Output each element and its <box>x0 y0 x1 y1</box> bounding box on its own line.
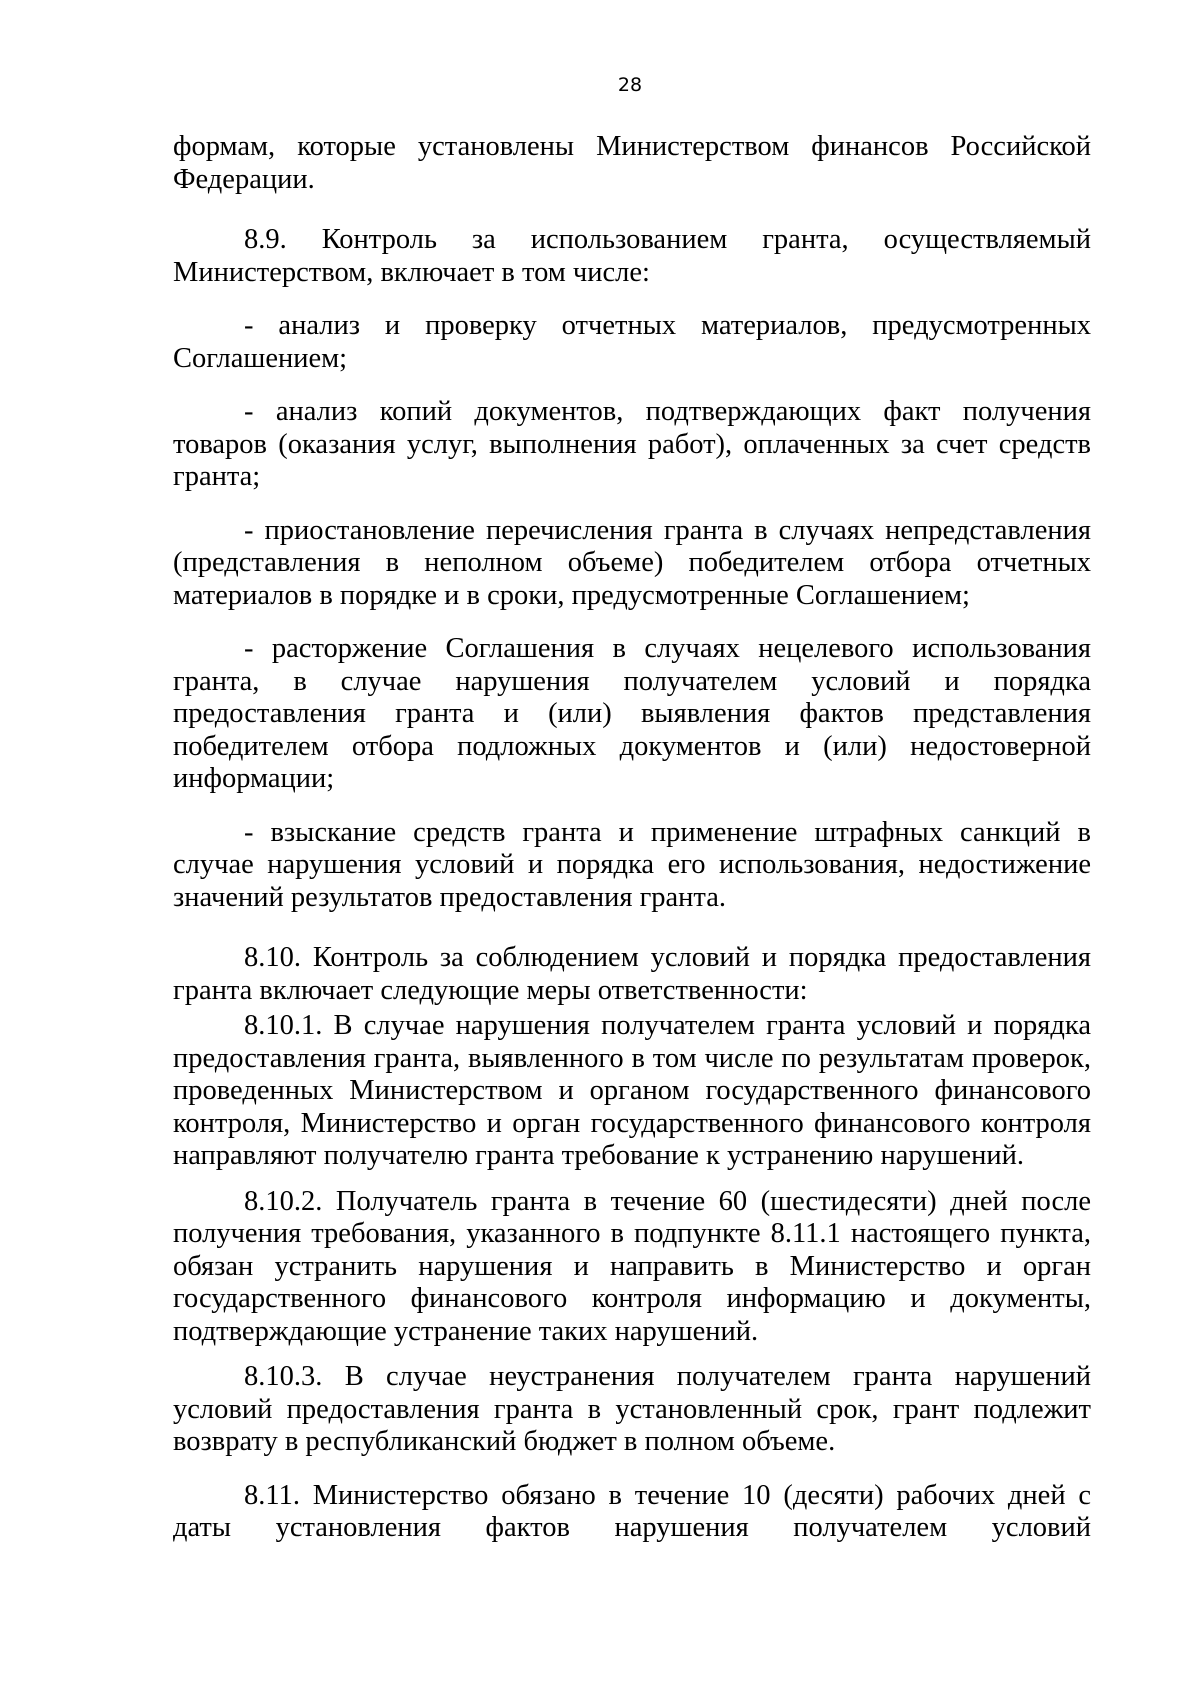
list-item-analysis-reports: - анализ и проверку отчетных материалов, предусмотренных Соглашением; <box>173 310 1091 374</box>
list-item-suspension: - приостановление перечисления гранта в случаях непредставления (представления в неполном объеме) победителем отбора отчетных материалов в порядке и в сроки, предусмотренные Соглашением; <box>173 514 1091 611</box>
paragraph-8-10-1: 8.10.1. В случае нарушения получателем гранта условий и порядка предоставления гранта, выявленного в том числе по результатам проверок, проведенных Министерством и органом государственного финансового контроля, Министерство и орган государственного финансового контроля направляют получателю гранта требование к устранению нарушений. <box>173 1010 1091 1171</box>
list-item-recovery: - взыскание средств гранта и применение штрафных санкций в случае нарушения условий и порядка его использования, недостижение значений результатов предоставления гранта. <box>173 816 1091 913</box>
document-body <box>173 131 1091 1545</box>
list-item-termination: - расторжение Соглашения в случаях нецелевого использования гранта, в случае нарушения получателем условий и порядка предоставления гранта и (или) выявления фактов представления победителем отбора подложных документов и (или) недостоверной информации; <box>173 633 1091 794</box>
page-number: 28 <box>617 74 643 96</box>
list-item-analysis-documents: - анализ копий документов, подтверждающих факт получения товаров (оказания услуг, выполнения работ), оплаченных за счет средств гранта; <box>173 396 1091 492</box>
paragraph-8-10-2: 8.10.2. Получатель гранта в течение 60 (шестидесяти) дней после получения требования, указанного в подпункте 8.11.1 настоящего пункта, обязан устранить нарушения и направить в Министерство и орган государственного финансового контроля информацию и документы, подтверждающие устранение таких нарушений. <box>173 1185 1091 1347</box>
paragraph-8-10-3: 8.10.3. В случае неустранения получателем гранта нарушений условий предоставления гранта в установленный срок, грант подлежит возврату в республиканский бюджет в полном объеме. <box>173 1361 1091 1457</box>
paragraph-continuation: формам, которые установлены Министерством финансов Российской Федерации. <box>173 131 1091 195</box>
paragraph-8-9: 8.9. Контроль за использованием гранта, осуществляемый Министерством, включает в том числе: <box>173 224 1091 288</box>
paragraph-8-10: 8.10. Контроль за соблюдением условий и порядка предоставления гранта включает следующие меры ответственности: <box>173 942 1091 1006</box>
paragraph-8-11: 8.11. Министерство обязано в течение 10 (десяти) рабочих дней с даты установления фактов нарушения получателем условий <box>173 1479 1091 1543</box>
